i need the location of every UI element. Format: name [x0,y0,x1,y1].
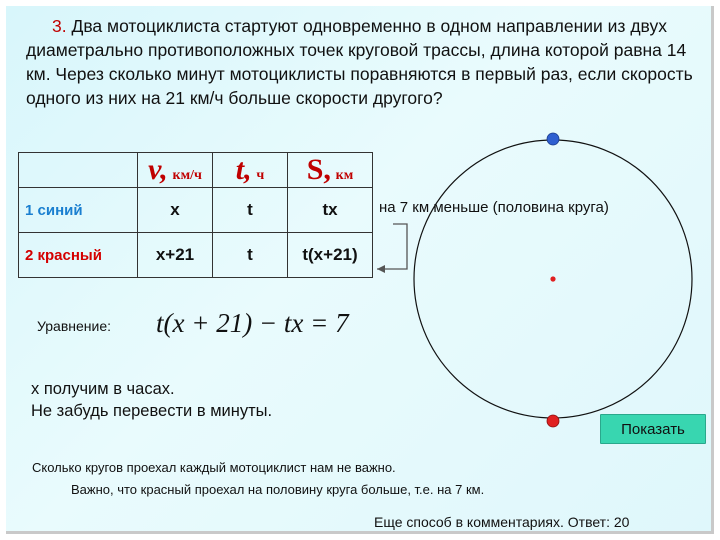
note-line: Не забудь перевести в минуты. [31,402,273,420]
blue-start-point [547,133,559,145]
bracket-arrow [377,224,407,269]
center-point [550,276,555,281]
time-symbol: t, [235,153,252,186]
cell-distance: t(x+21) [288,233,373,278]
show-button[interactable]: Показать [600,414,706,444]
answer-line: Еще способ в комментариях. Ответ: 20 [374,514,630,530]
equation-formula: t(x + 21) − tx = 7 [156,308,349,338]
row-label-blue: 1 синий [19,188,138,233]
arrow-label: на 7 км меньше (половина круга) [379,199,609,216]
cell-velocity: x+21 [138,233,213,278]
problem-text: Два мотоциклиста стартуют одновременно в одном направлении из двух диаметрально противоположных точек круговой трассы, длина которой равна 14 км. Через сколько минут мотоциклисты поравняются в первый раз, если скорость одного из них на 21 км/ч больше скорости другого? [26,16,693,108]
time-unit: ч [256,168,265,183]
cell-distance: tx [288,188,373,233]
row-label-red: 2 красный [19,233,138,278]
velocity-unit: км/ч [172,168,202,183]
bottom-text-line: Сколько кругов проехал каждый мотоциклист нам не важно. [32,460,396,475]
note-line: x получим в часах. [31,380,175,398]
red-start-point [547,415,559,427]
problem-number: 3. [52,16,67,36]
distance-unit: км [335,168,354,183]
bottom-text-line: Важно, что красный проехал на половину круга больше, т.е. на 7 км. [71,482,485,497]
cell-velocity: x [138,188,213,233]
cell-time: t [213,233,288,278]
cell-time: t [213,188,288,233]
distance-symbol: S, [306,153,331,186]
arrow-head-icon [377,265,385,273]
equation-label: Уравнение: [37,318,112,334]
velocity-symbol: v, [148,153,168,186]
